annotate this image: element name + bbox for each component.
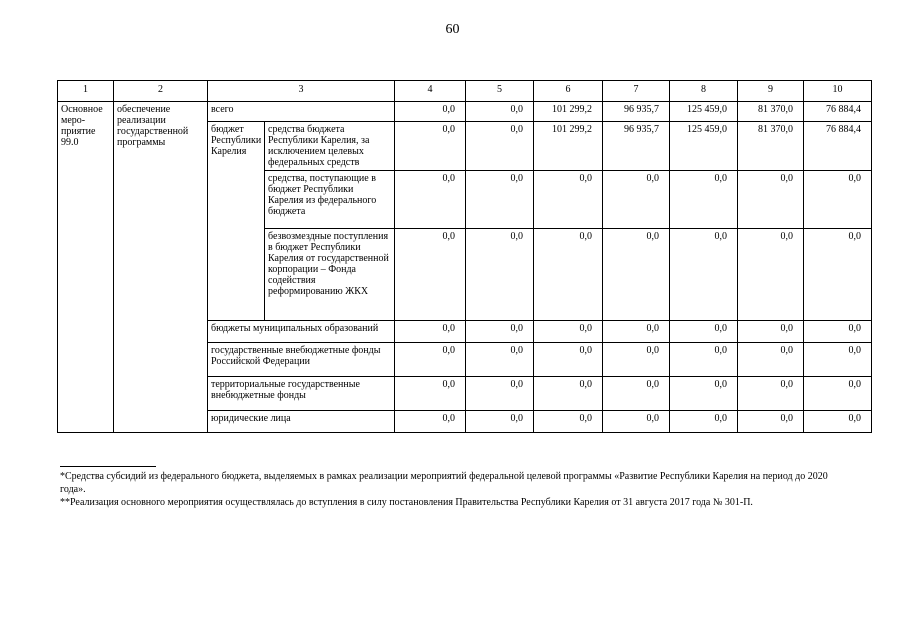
source-label: безвозмездные поступления в бюджет Республики Карелия от государственной корпорации – Фонда содействия реформированию ЖКХ (265, 229, 395, 321)
value-cell: 0,0 (804, 343, 872, 377)
value-cell: 0,0 (466, 171, 534, 229)
value-cell: 0,0 (534, 321, 603, 343)
column-number: 6 (534, 81, 603, 102)
value-cell: 0,0 (738, 229, 804, 321)
value-cell: 0,0 (466, 122, 534, 171)
value-cell: 0,0 (395, 171, 466, 229)
value-cell: 96 935,7 (603, 102, 670, 122)
value-cell: 0,0 (804, 321, 872, 343)
value-cell: 0,0 (670, 229, 738, 321)
value-cell: 0,0 (738, 411, 804, 433)
value-cell: 0,0 (670, 377, 738, 411)
value-cell: 76 884,4 (804, 102, 872, 122)
value-cell: 0,0 (466, 102, 534, 122)
value-cell: 0,0 (534, 343, 603, 377)
value-cell: 0,0 (670, 321, 738, 343)
value-cell: 0,0 (603, 377, 670, 411)
value-cell: 0,0 (603, 229, 670, 321)
value-cell: 96 935,7 (603, 122, 670, 171)
column-number: 7 (603, 81, 670, 102)
activity-name: Основное меро-приятие 99.0 (58, 102, 114, 433)
value-cell: 0,0 (603, 171, 670, 229)
activity-description: обеспечение реализации государственной программы (114, 102, 208, 433)
value-cell: 76 884,4 (804, 122, 872, 171)
column-number: 5 (466, 81, 534, 102)
budget-group-label: бюджет Республики Карелия (208, 122, 265, 321)
source-label: средства бюджета Республики Карелия, за исключением целевых федеральных средств (265, 122, 395, 171)
value-cell: 0,0 (466, 229, 534, 321)
value-cell: 0,0 (466, 321, 534, 343)
value-cell: 0,0 (466, 343, 534, 377)
footnote: *Средства субсидий из федерального бюджета, выделяемых в рамках реализации мероприятий федеральной целевой программы «Развитие Республики Карелия на период до 2020 года». (60, 471, 828, 495)
value-cell: 0,0 (395, 377, 466, 411)
value-cell: 125 459,0 (670, 122, 738, 171)
value-cell: 0,0 (534, 171, 603, 229)
column-number: 2 (114, 81, 208, 102)
value-cell: 0,0 (738, 377, 804, 411)
value-cell: 0,0 (804, 377, 872, 411)
value-cell: 0,0 (738, 343, 804, 377)
value-cell: 0,0 (466, 411, 534, 433)
value-cell: 101 299,2 (534, 122, 603, 171)
value-cell: 0,0 (738, 321, 804, 343)
value-cell: 101 299,2 (534, 102, 603, 122)
footnote-rule (60, 466, 156, 467)
value-cell: 0,0 (603, 411, 670, 433)
value-cell: 0,0 (804, 411, 872, 433)
value-cell: 0,0 (466, 377, 534, 411)
value-cell: 0,0 (395, 343, 466, 377)
page-number: 60 (445, 22, 460, 37)
value-cell: 0,0 (670, 343, 738, 377)
column-number: 9 (738, 81, 804, 102)
column-number: 4 (395, 81, 466, 102)
value-cell: 0,0 (804, 171, 872, 229)
footnote: **Реализация основного мероприятия осуществлялась до вступления в силу постановления Правительства Республики Карелия от 31 августа 2017 года № 301-П. (60, 497, 753, 508)
value-cell: 0,0 (395, 102, 466, 122)
value-cell: 0,0 (738, 171, 804, 229)
footnotes (60, 466, 850, 509)
value-cell: 0,0 (395, 122, 466, 171)
value-cell: 81 370,0 (738, 122, 804, 171)
source-label: средства, поступающие в бюджет Республики Карелия из федерального бюджета (265, 171, 395, 229)
value-cell: 0,0 (534, 377, 603, 411)
value-cell: 0,0 (395, 229, 466, 321)
source-label: всего (208, 102, 395, 122)
value-cell: 81 370,0 (738, 102, 804, 122)
column-number: 1 (58, 81, 114, 102)
value-cell: 0,0 (395, 411, 466, 433)
budget-table (57, 80, 872, 433)
column-number: 3 (208, 81, 395, 102)
value-cell: 0,0 (670, 411, 738, 433)
value-cell: 0,0 (804, 229, 872, 321)
value-cell: 0,0 (670, 171, 738, 229)
source-label: юридические лица (208, 411, 395, 433)
table-row (58, 102, 872, 122)
value-cell: 0,0 (395, 321, 466, 343)
column-number: 10 (804, 81, 872, 102)
value-cell: 0,0 (534, 229, 603, 321)
value-cell: 0,0 (534, 411, 603, 433)
value-cell: 0,0 (603, 343, 670, 377)
source-label: территориальные государственные внебюджетные фонды (208, 377, 395, 411)
value-cell: 0,0 (603, 321, 670, 343)
column-number-row (58, 81, 872, 102)
column-number: 8 (670, 81, 738, 102)
value-cell: 125 459,0 (670, 102, 738, 122)
source-label: государственные внебюджетные фонды Российской Федерации (208, 343, 395, 377)
source-label: бюджеты муниципальных образований (208, 321, 395, 343)
